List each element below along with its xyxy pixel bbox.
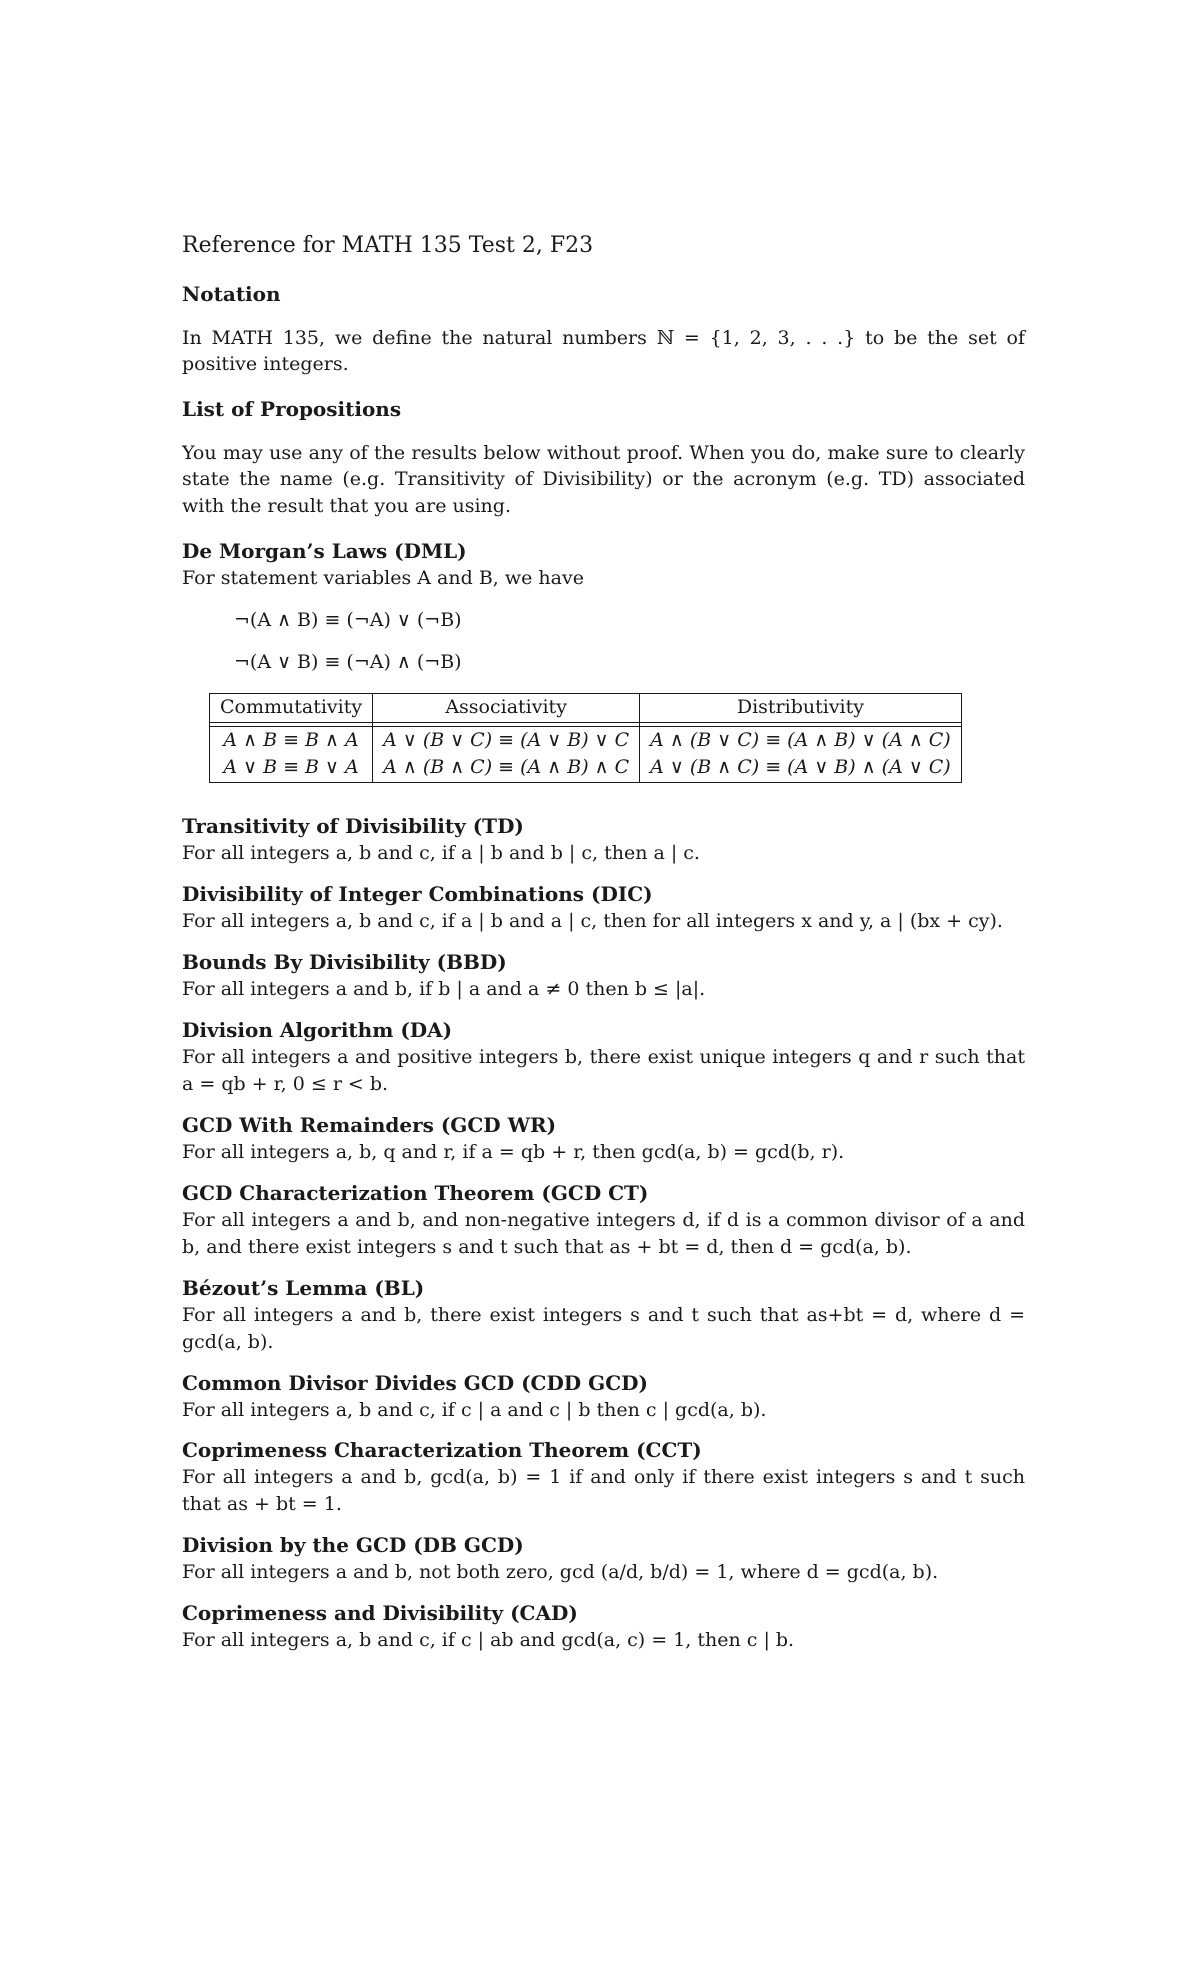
result-text: For all integers a and positive integers b, there exist unique integers q and r such that a = qb + r, 0 ≤ r < b. (182, 1045, 1025, 1095)
result-cct (182, 1437, 1025, 1518)
result-name: Transitivity of Divisibility (TD) (182, 813, 524, 838)
laws-cell: A ∨ (B ∧ C) ≡ (A ∨ B) ∧ (A ∨ C) (640, 754, 962, 782)
result-gcd-wr (182, 1112, 1025, 1166)
result-text: For all integers a, b, q and r, if a = qb + r, then gcd(a, b) = gcd(b, r). (182, 1140, 845, 1163)
dml-formulas (234, 608, 1025, 675)
laws-cell: A ∧ (B ∨ C) ≡ (A ∧ B) ∨ (A ∧ C) (640, 726, 962, 754)
result-text: For all integers a, b and c, if a | b and a | c, then for all integers x and y, a | (bx + cy). (182, 909, 1003, 932)
dml-formula-2: ¬(A ∨ B) ≡ (¬A) ∧ (¬B) (234, 651, 462, 674)
result-text: For all integers a and b, if b | a and a ≠ 0 then b ≤ |a|. (182, 977, 706, 1000)
result-name: GCD With Remainders (GCD WR) (182, 1112, 557, 1137)
result-text: For all integers a and b, gcd(a, b) = 1 if and only if there exist integers s and t such that as + bt = 1. (182, 1466, 1025, 1516)
result-da (182, 1017, 1025, 1098)
result-name: Coprimeness Characterization Theorem (CCT) (182, 1438, 702, 1463)
reference-page (182, 232, 1025, 1668)
result-gcd-ct (182, 1180, 1025, 1261)
laws-table-header-row (210, 693, 962, 722)
result-bl (182, 1275, 1025, 1356)
propositions-intro: You may use any of the results below without proof. When you do, make sure to clearly state the name (e.g. Transitivity of Divisibility) or the acronym (e.g. TD) associated with the result that you are using. (182, 441, 1025, 517)
laws-header-associativity: Associativity (373, 693, 640, 722)
laws-cell: A ∨ B ≡ B ∨ A (210, 754, 373, 782)
laws-cell: A ∧ (B ∧ C) ≡ (A ∧ B) ∧ C (373, 754, 640, 782)
result-name: Division by the GCD (DB GCD) (182, 1533, 524, 1558)
notation-text: In MATH 135, we define the natural numbers ℕ = {1, 2, 3, . . .} to be the set of positive integers. (182, 326, 1025, 376)
result-name: Bézout’s Lemma (BL) (182, 1275, 425, 1300)
result-td (182, 813, 1025, 867)
result-cad (182, 1600, 1025, 1654)
dml-name: De Morgan’s Laws (DML) (182, 538, 467, 563)
result-text: For all integers a, b and c, if c | ab and gcd(a, c) = 1, then c | b. (182, 1629, 795, 1652)
result-cdd-gcd (182, 1370, 1025, 1424)
result-name: GCD Characterization Theorem (GCD CT) (182, 1180, 649, 1205)
dml-text: For statement variables A and B, we have (182, 566, 584, 589)
notation-heading: Notation (182, 281, 281, 306)
laws-table-row (210, 726, 962, 754)
result-dic (182, 881, 1025, 935)
propositions-heading: List of Propositions (182, 396, 402, 421)
result-name: Common Divisor Divides GCD (CDD GCD) (182, 1370, 648, 1395)
result-name: Divisibility of Integer Combinations (DIC) (182, 881, 653, 906)
dml-formula-1: ¬(A ∧ B) ≡ (¬A) ∨ (¬B) (234, 608, 462, 631)
page-title: Reference for MATH 135 Test 2, F23 (182, 233, 594, 258)
result-db-gcd (182, 1532, 1025, 1586)
laws-cell: A ∧ B ≡ B ∧ A (210, 726, 373, 754)
laws-header-distributivity: Distributivity (640, 693, 962, 722)
result-name: Division Algorithm (DA) (182, 1017, 453, 1042)
laws-header-commutativity: Commutativity (210, 693, 373, 722)
laws-cell: A ∨ (B ∨ C) ≡ (A ∨ B) ∨ C (373, 726, 640, 754)
laws-table (209, 693, 962, 783)
result-text: For all integers a and b, there exist integers s and t such that as+bt = d, where d = gcd(a, b). (182, 1303, 1025, 1353)
result-text: For all integers a, b and c, if c | a and c | b then c | gcd(a, b). (182, 1398, 767, 1421)
result-bbd (182, 949, 1025, 1003)
dml-block (182, 538, 1025, 675)
result-text: For all integers a, b and c, if a | b and b | c, then a | c. (182, 841, 700, 864)
result-text: For all integers a and b, and non-negative integers d, if d is a common divisor of a and b, and there exist integers s and t such that as + bt = d, then d = gcd(a, b). (182, 1208, 1025, 1258)
result-name: Coprimeness and Divisibility (CAD) (182, 1601, 578, 1626)
result-name: Bounds By Divisibility (BBD) (182, 949, 507, 974)
result-text: For all integers a and b, not both zero, gcd (a/d, b/d) = 1, where d = gcd(a, b). (182, 1561, 939, 1584)
laws-table-row (210, 754, 962, 782)
